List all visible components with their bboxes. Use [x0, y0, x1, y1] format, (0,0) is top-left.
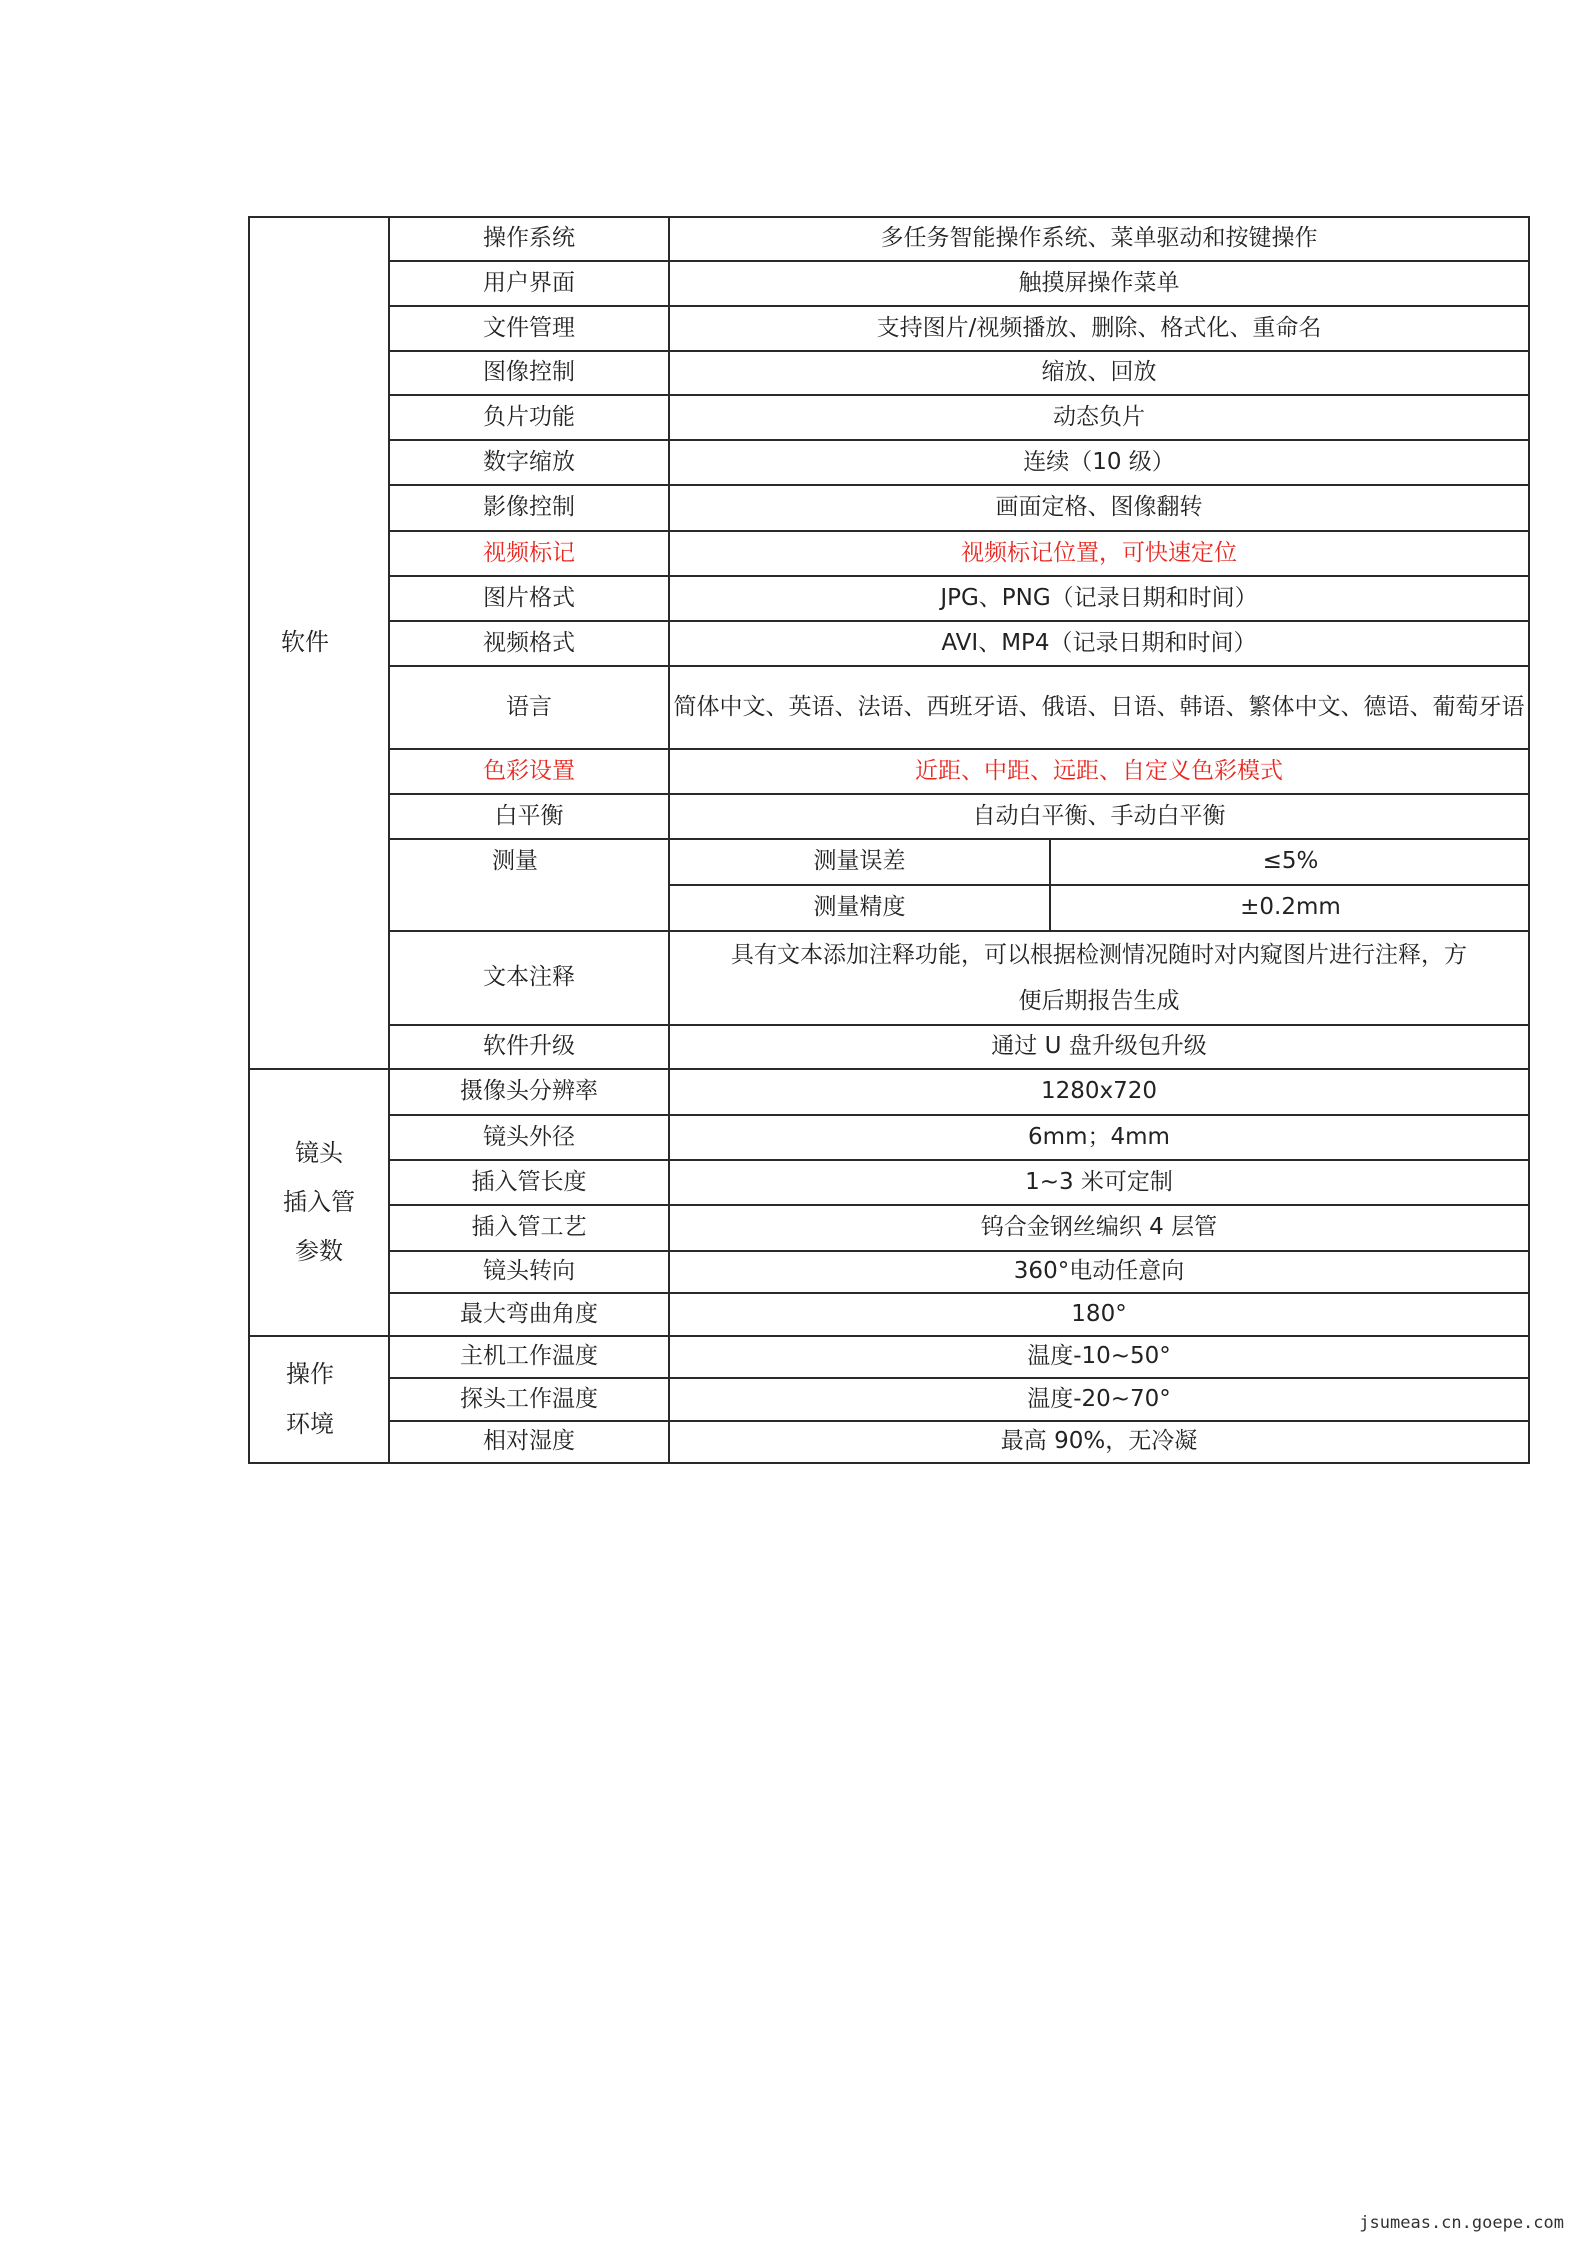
row-label: 用户界面 [389, 261, 669, 306]
row-value: 具有文本添加注释功能，可以根据检测情况随时对内窥图片进行注释，方便后期报告生成 [669, 931, 1529, 1025]
table-row [249, 1025, 1529, 1069]
table-row [249, 576, 1529, 621]
table-row-highlighted [249, 749, 1529, 794]
row-label: 主机工作温度 [389, 1336, 669, 1378]
group-label-software: 软件 [249, 217, 389, 1069]
table-row-highlighted [249, 531, 1529, 576]
row-label: 相对湿度 [389, 1421, 669, 1463]
row-value: 近距、中距、远距、自定义色彩模式 [669, 749, 1529, 794]
measurement-subtable [670, 840, 1530, 930]
table-row [249, 440, 1529, 485]
row-label: 语言 [389, 666, 669, 749]
row-label: 色彩设置 [389, 749, 669, 794]
row-value: 1~3 米可定制 [669, 1160, 1529, 1205]
row-label: 镜头外径 [389, 1115, 669, 1160]
table-row [249, 217, 1529, 261]
row-value: 简体中文、英语、法语、西班牙语、俄语、日语、韩语、繁体中文、德语、葡萄牙语 [669, 666, 1529, 749]
row-value: 画面定格、图像翻转 [669, 485, 1529, 531]
table-row [249, 1115, 1529, 1160]
table-row [249, 794, 1529, 839]
row-label: 插入管工艺 [389, 1205, 669, 1251]
table-row [249, 1293, 1529, 1336]
row-value: JPG、PNG（记录日期和时间） [669, 576, 1529, 621]
row-label: 最大弯曲角度 [389, 1293, 669, 1336]
group-label-line: 参数 [295, 1237, 343, 1266]
row-value: 多任务智能操作系统、菜单驱动和按键操作 [669, 217, 1529, 261]
group-label-line: 插入管 [283, 1187, 355, 1216]
table-row [249, 931, 1529, 1025]
row-label: 数字缩放 [389, 440, 669, 485]
group-label-line: 环境 [286, 1409, 334, 1438]
row-value: 视频标记位置，可快速定位 [669, 531, 1529, 576]
measurement-subtable-cell [669, 839, 1529, 931]
table-row [249, 1205, 1529, 1251]
table-row [249, 839, 1529, 931]
row-label: 测量 [389, 839, 669, 931]
row-label: 文本注释 [389, 931, 669, 1025]
row-label: 软件升级 [389, 1025, 669, 1069]
row-label: 摄像头分辨率 [389, 1069, 669, 1115]
table-row [249, 1421, 1529, 1463]
row-label: 镜头转向 [389, 1251, 669, 1293]
table-row [249, 485, 1529, 531]
row-value: 1280x720 [669, 1069, 1529, 1115]
table-row [249, 1160, 1529, 1205]
table-row [249, 1336, 1529, 1378]
row-label: 图片格式 [389, 576, 669, 621]
row-label: 视频格式 [389, 621, 669, 666]
spec-table [248, 216, 1530, 1464]
table-row [249, 621, 1529, 666]
row-label: 插入管长度 [389, 1160, 669, 1205]
sub-label: 测量精度 [670, 885, 1050, 930]
group-label-line: 操作 [286, 1360, 334, 1389]
row-value: 最高 90%，无冷凝 [669, 1421, 1529, 1463]
row-label: 操作系统 [389, 217, 669, 261]
sub-value: ±0.2mm [1240, 894, 1341, 921]
row-label: 图像控制 [389, 351, 669, 395]
subtable-row [670, 840, 1530, 885]
row-value: 温度-10~50° [669, 1336, 1529, 1378]
row-value: 通过 U 盘升级包升级 [669, 1025, 1529, 1069]
row-label: 负片功能 [389, 395, 669, 440]
row-value: 360°电动任意向 [669, 1251, 1529, 1293]
table-row [249, 351, 1529, 395]
row-value: 缩放、回放 [669, 351, 1529, 395]
row-value: 连续（10 级） [669, 440, 1529, 485]
group-label-lens [249, 1069, 389, 1336]
row-value: AVI、MP4（记录日期和时间） [669, 621, 1529, 666]
row-value: 动态负片 [669, 395, 1529, 440]
table-row [249, 1378, 1529, 1421]
table-row [249, 666, 1529, 749]
sub-label: 测量误差 [670, 840, 1050, 885]
table-row [249, 1069, 1529, 1115]
row-value: 180° [669, 1293, 1529, 1336]
site-watermark: jsumeas.cn.goepe.com [1359, 2213, 1564, 2233]
group-label-env [249, 1336, 389, 1463]
subtable-row [670, 885, 1530, 930]
row-label: 影像控制 [389, 485, 669, 531]
row-value: 温度-20~70° [669, 1378, 1529, 1421]
row-label: 白平衡 [389, 794, 669, 839]
row-value: 支持图片/视频播放、删除、格式化、重命名 [669, 306, 1529, 351]
table-row [249, 1251, 1529, 1293]
row-label: 文件管理 [389, 306, 669, 351]
group-label-line: 镜头 [295, 1138, 343, 1167]
row-label: 探头工作温度 [389, 1378, 669, 1421]
row-label: 视频标记 [389, 531, 669, 576]
row-value: 触摸屏操作菜单 [669, 261, 1529, 306]
row-value: 钨合金钢丝编织 4 层管 [669, 1205, 1529, 1251]
row-value: 6mm；4mm [669, 1115, 1529, 1160]
sub-value: ≤5% [1050, 840, 1530, 885]
table-row [249, 261, 1529, 306]
row-value: 自动白平衡、手动白平衡 [669, 794, 1529, 839]
table-row [249, 395, 1529, 440]
table-row [249, 306, 1529, 351]
